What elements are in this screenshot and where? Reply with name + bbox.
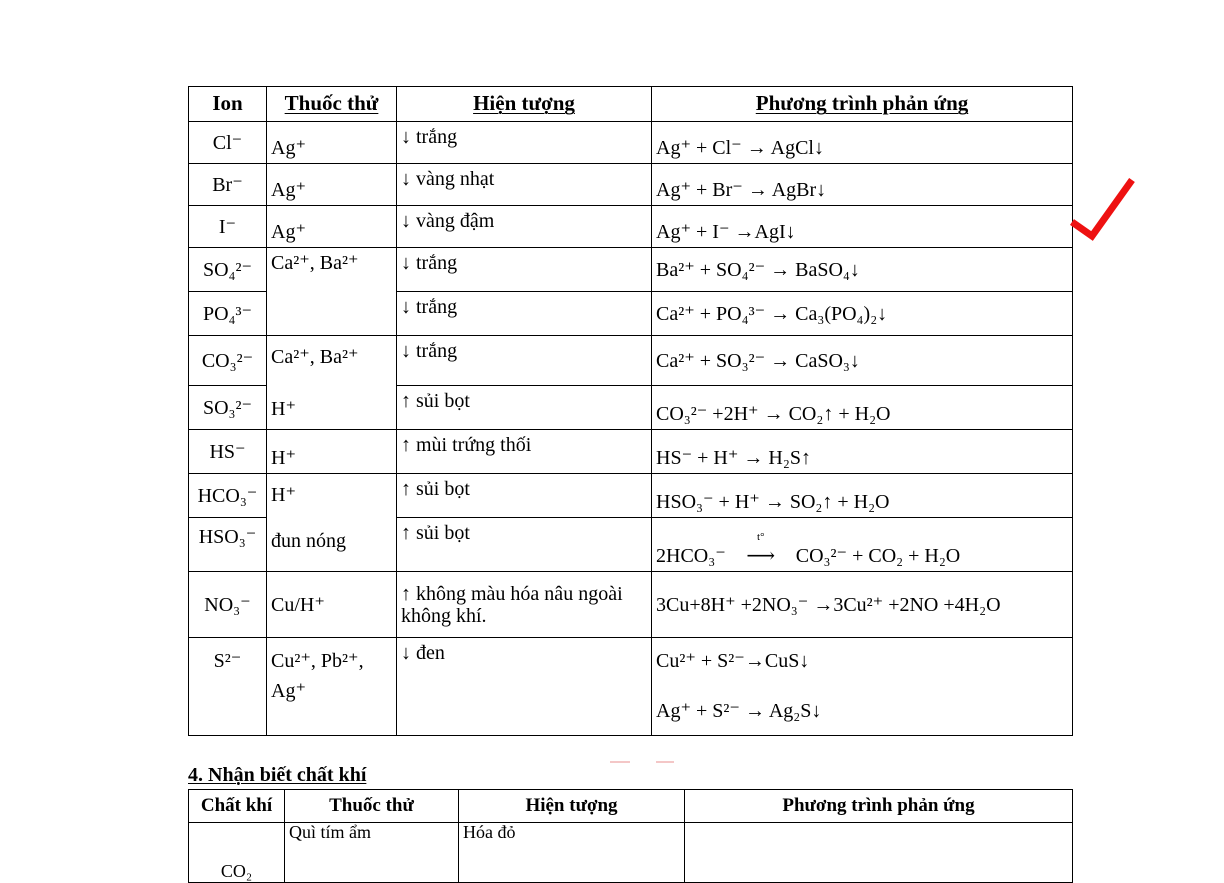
header-reagent: Thuốc thử	[267, 87, 397, 122]
equation-cell: CO₃²⁻ +2H⁺ → CO₂↑ + H₂O	[652, 386, 1073, 430]
table-row	[189, 248, 1073, 292]
ion-cell: HCO₃⁻	[189, 474, 267, 518]
reagent-cell	[267, 336, 397, 430]
reagent-cell: Cu/H⁺	[267, 572, 397, 638]
equation-cell	[652, 518, 1073, 572]
phenomenon-cell: ↑ sủi bọt	[397, 474, 652, 518]
ion-cell: HSO₃⁻	[189, 518, 267, 572]
phenomenon-cell: ↓ trắng	[397, 336, 652, 386]
phenomenon-cell: ↓ đen	[397, 638, 652, 736]
section-title: 4. Nhận biết chất khí	[188, 764, 367, 786]
table-row	[189, 823, 1073, 883]
ion-table	[188, 86, 1073, 736]
reagent-line: Cu²⁺, Pb²⁺,	[271, 650, 364, 672]
header-gas: Chất khí	[189, 790, 285, 823]
ion-cell: SO₄²⁻	[189, 248, 267, 292]
reagent-line: đun nóng	[271, 530, 346, 552]
phenomenon-cell: ↓ vàng nhạt	[397, 164, 652, 206]
table-header-row	[189, 87, 1073, 122]
equation-cell: Ag⁺ + Br⁻ → AgBr↓	[652, 164, 1073, 206]
ion-cell: S²⁻	[189, 638, 267, 736]
reagent-cell: Ag⁺	[267, 122, 397, 164]
gas-table	[188, 789, 1073, 883]
phenomenon-cell: ↑ không màu hóa nâu ngoài không khí.	[397, 572, 652, 638]
table-row	[189, 206, 1073, 248]
equation-line: Cu²⁺ + S²⁻→CuS↓	[656, 650, 810, 672]
table-row	[189, 430, 1073, 474]
reagent-line: H⁺	[271, 398, 296, 420]
ion-cell: HS⁻	[189, 430, 267, 474]
equation-right: CO₃²⁻ + CO₂ + H₂O	[795, 545, 961, 567]
header-equation: Phương trình phản ứng	[685, 790, 1073, 823]
table-row	[189, 572, 1073, 638]
phenomenon-cell: ↑ sủi bọt	[397, 386, 652, 430]
heat-condition: t°	[757, 531, 765, 543]
reagent-line: Ca²⁺, Ba²⁺	[271, 346, 359, 368]
equation-cell: Ag⁺ + Cl⁻ → AgCl↓	[652, 122, 1073, 164]
table-row	[189, 474, 1073, 518]
reagent-cell	[267, 638, 397, 736]
table-row	[189, 638, 1073, 736]
header-phenomenon: Hiện tượng	[459, 790, 685, 823]
phenomenon-cell: Hóa đỏ	[459, 823, 685, 883]
equation-line: Ag⁺ + S²⁻ → Ag₂S↓	[656, 700, 822, 722]
equation-cell: Ca²⁺ + PO₄³⁻ → Ca₃(PO₄)₂↓	[652, 292, 1073, 336]
table-row	[189, 164, 1073, 206]
equation-cell: Ca²⁺ + SO₃²⁻ → CaSO₃↓	[652, 336, 1073, 386]
equation-cell	[652, 638, 1073, 736]
reagent-cell: H⁺	[267, 430, 397, 474]
phenomenon-cell: ↑ sủi bọt	[397, 518, 652, 572]
reagent-line: H⁺	[271, 484, 296, 506]
gas-cell: CO₂	[189, 823, 285, 883]
ion-cell: PO₄³⁻	[189, 292, 267, 336]
equation-cell: HS⁻ + H⁺ → H₂S↑	[652, 430, 1073, 474]
equation-left: 2HCO₃⁻	[656, 545, 726, 567]
phenomenon-cell: ↓ trắng	[397, 122, 652, 164]
reagent-cell: Quì tím ẩm	[285, 823, 459, 883]
phenomenon-cell: ↑ mùi trứng thối	[397, 430, 652, 474]
header-equation: Phương trình phản ứng	[652, 87, 1073, 122]
ion-cell: I⁻	[189, 206, 267, 248]
red-check-mark	[1070, 178, 1140, 242]
reagent-cell: Ag⁺	[267, 206, 397, 248]
reagent-cell: Ca²⁺, Ba²⁺	[267, 248, 397, 336]
table-row	[189, 122, 1073, 164]
reagent-line: Ag⁺	[271, 680, 306, 702]
heat-arrow: t° ⟶	[731, 545, 791, 567]
ion-cell: SO₃²⁻	[189, 386, 267, 430]
ion-cell: Br⁻	[189, 164, 267, 206]
reagent-cell: Ag⁺	[267, 164, 397, 206]
equation-cell: Ba²⁺ + SO₄²⁻ → BaSO₄↓	[652, 248, 1073, 292]
ion-cell: NO₃⁻	[189, 572, 267, 638]
header-ion: Ion	[189, 87, 267, 122]
phenomenon-cell: ↓ vàng đậm	[397, 206, 652, 248]
faint-mark	[606, 758, 678, 766]
ion-cell: Cl⁻	[189, 122, 267, 164]
equation-cell: Ag⁺ + I⁻ →AgI↓	[652, 206, 1073, 248]
equation-cell	[685, 823, 1073, 883]
table-row	[189, 336, 1073, 386]
equation-cell: HSO₃⁻ + H⁺ → SO₂↑ + H₂O	[652, 474, 1073, 518]
header-reagent: Thuốc thử	[285, 790, 459, 823]
header-phenomenon: Hiện tượng	[397, 87, 652, 122]
ion-cell: CO₃²⁻	[189, 336, 267, 386]
phenomenon-cell: ↓ trắng	[397, 292, 652, 336]
phenomenon-cell: ↓ trắng	[397, 248, 652, 292]
equation-cell: 3Cu+8H⁺ +2NO₃⁻ →3Cu²⁺ +2NO +4H₂O	[652, 572, 1073, 638]
table-header-row	[189, 790, 1073, 823]
reagent-cell	[267, 474, 397, 572]
